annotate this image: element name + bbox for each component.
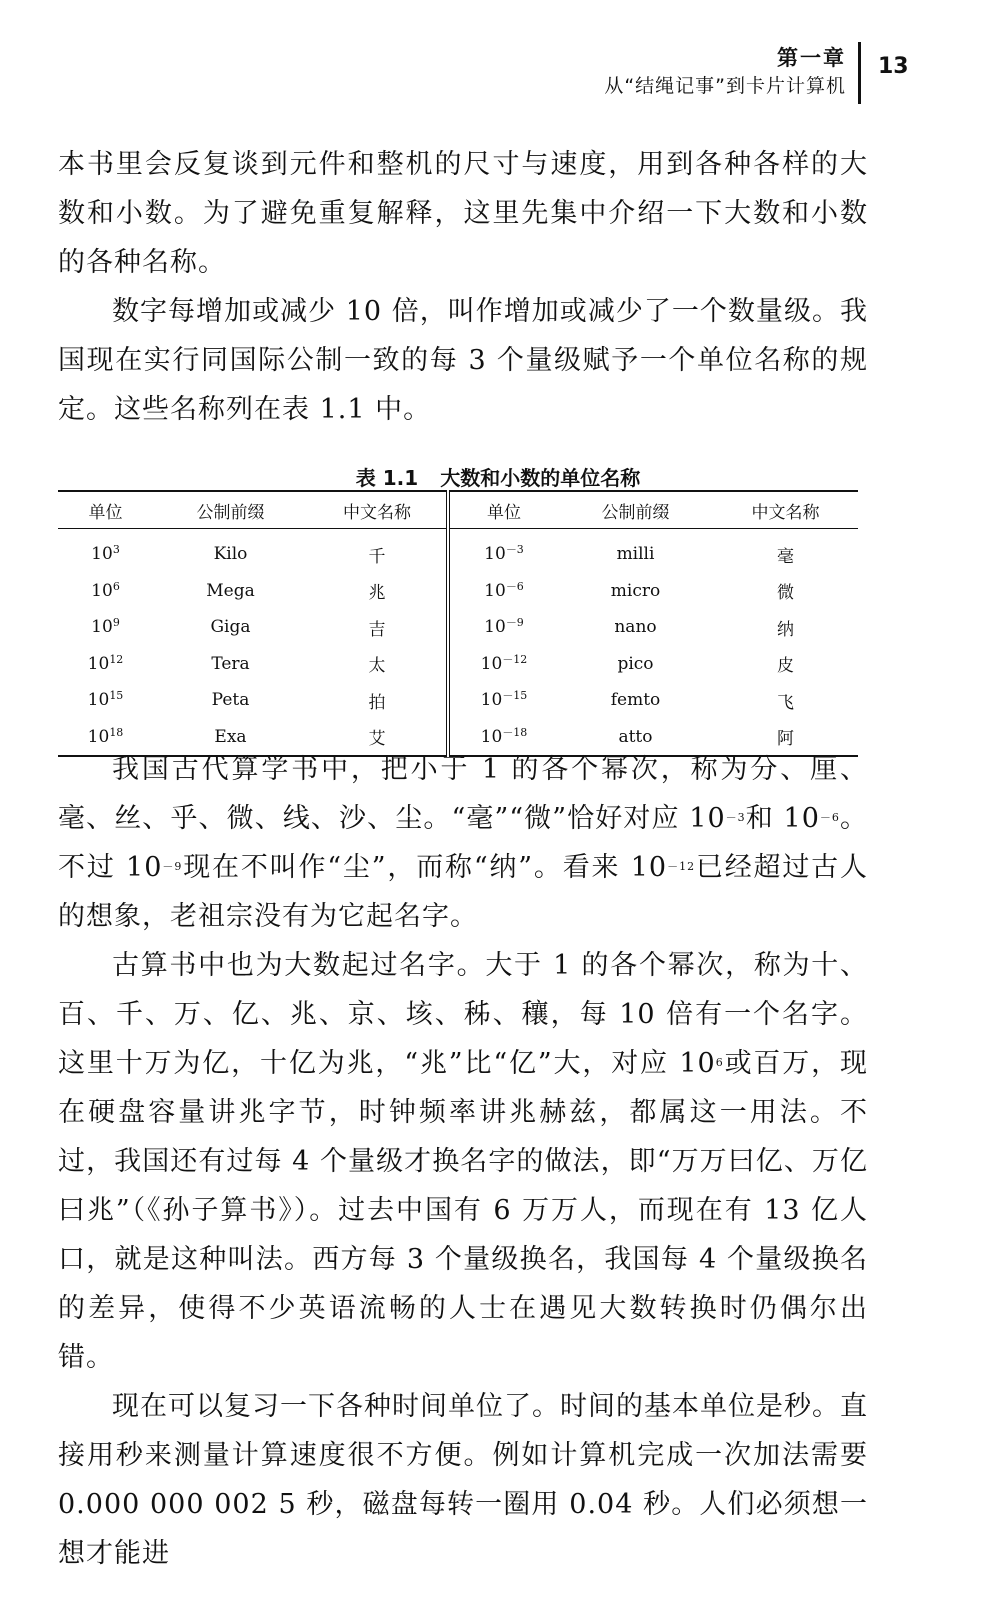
page-number: 13	[878, 54, 909, 79]
intro-text	[58, 140, 868, 434]
chapter-title: 从“结绳记事”到卡片计算机	[604, 75, 846, 97]
big-prefix: Kilo	[213, 544, 248, 565]
col-header-prefix: 公制前缀	[153, 491, 308, 529]
paragraph-5: 现在可以复习一下各种时间单位了。时间的基本单位是秒。直接用秒来测量计算速度很不方便。例如计算机完成一次加法需要 0.000 000 002 5 秒，磁盘每转一圈用 0.04 秒。人们必须想一想才能进	[58, 1391, 868, 1569]
big-prefix: Mega	[206, 580, 255, 601]
big-chinese-name: 艾	[308, 719, 448, 757]
small-chinese-name: 飞	[777, 692, 794, 713]
units-table	[58, 490, 858, 757]
small-unit: $10^{-3}$	[484, 543, 524, 565]
paragraph-4: 古算书中也为大数起过名字。大于 1 的各个幂次，称为十、百、千、万、亿、兆、京、垓、秭、穰，每 10 倍有一个名字。这里十万为亿，十亿为兆，“兆”比“亿”大，对应 $10^6$或百万，现在硬盘容量讲兆字节，时钟频率讲兆赫兹，都属这一用法。不过，我国还有过每 4 个量级才换名字的做法，即“万万曰亿、万亿曰兆”（《孙子算书》）。过去中国有 6 万万人，而现在有 13 亿人口，就是这种叫法。西方每 3 个量级换名，我国每 4 个量级换名的差异，使得不少英语流畅的人士在遇见大数转换时仍偶尔出错。	[58, 950, 869, 1373]
big-chinese-name: 千	[308, 529, 448, 573]
table-row	[58, 646, 858, 683]
big-chinese-name: 拍	[308, 682, 448, 719]
small-prefix: pico	[617, 653, 654, 674]
paragraph-3: 我国古代算学书中，把小于 1 的各个幂次，称为分、厘、毫、丝、乎、微、线、沙、尘。“毫”“微”恰好对应 $10^{-3}$和 $10^{-6}$。不过 $10^{-9}$现在不叫作“尘”，而称“纳”。看来 $10^{-12}$已经超过古人的想象，老祖宗没有为它起名字。	[58, 754, 868, 932]
small-unit: $10^{-9}$	[484, 616, 524, 638]
big-unit: $10^{15}$	[87, 689, 124, 711]
col-header-unit: 单位	[58, 491, 153, 529]
table-row	[58, 573, 858, 610]
table-caption	[0, 462, 996, 491]
big-unit: $10^{18}$	[58, 719, 153, 757]
chapter-label: 第一章	[777, 46, 846, 70]
paragraph-2: 数字每增加或减少 10 倍，叫作增加或减少了一个数量级。我国现在实行同国际公制一致的每 3 个量级赋予一个单位名称的规定。这些名称列在表 1.1 中。	[58, 296, 868, 425]
col-header-chinese: 中文名称	[713, 491, 858, 529]
big-unit: $10^6$	[91, 579, 120, 601]
header-divider	[858, 42, 861, 104]
small-chinese-name: 阿	[713, 719, 858, 757]
small-prefix: milli	[616, 544, 655, 565]
big-chinese-name: 太	[308, 646, 448, 683]
table-row	[58, 682, 858, 719]
big-prefix: Exa	[153, 719, 308, 757]
big-unit: $10^9$	[91, 616, 120, 638]
small-prefix: micro	[610, 580, 661, 601]
small-chinese-name: 毫	[777, 546, 794, 567]
small-unit: $10^{-15}$	[480, 689, 528, 711]
small-prefix: femto	[610, 690, 661, 711]
table-title: 大数和小数的单位名称	[440, 466, 641, 490]
col-header-prefix: 公制前缀	[558, 491, 713, 529]
table-row	[58, 609, 858, 646]
small-prefix: atto	[558, 719, 713, 757]
running-header	[604, 44, 846, 100]
small-unit: $10^{-18}$	[448, 719, 558, 757]
col-header-chinese: 中文名称	[308, 491, 448, 529]
paragraph-1: 本书里会反复谈到元件和整机的尺寸与速度，用到各种各样的大数和小数。为了避免重复解释，这里先集中介绍一下大数和小数的各种名称。	[58, 149, 868, 278]
big-prefix: Peta	[211, 690, 250, 711]
big-chinese-name: 兆	[308, 573, 448, 610]
col-header-unit: 单位	[448, 491, 558, 529]
small-unit: $10^{-6}$	[484, 579, 524, 601]
big-unit: $10^3$	[91, 543, 120, 565]
small-chinese-name: 微	[777, 583, 794, 604]
big-chinese-name: 吉	[308, 609, 448, 646]
big-unit: $10^{12}$	[87, 652, 124, 674]
big-prefix: Giga	[210, 617, 251, 638]
small-unit: $10^{-12}$	[480, 652, 528, 674]
small-chinese-name: 皮	[777, 656, 794, 677]
table-number: 表 1.1	[355, 466, 419, 490]
body-text	[58, 745, 868, 1578]
table-row	[58, 529, 858, 573]
table-header-row	[58, 491, 858, 529]
small-chinese-name: 纳	[777, 619, 794, 640]
small-prefix: nano	[614, 617, 657, 638]
big-prefix: Tera	[211, 653, 250, 674]
